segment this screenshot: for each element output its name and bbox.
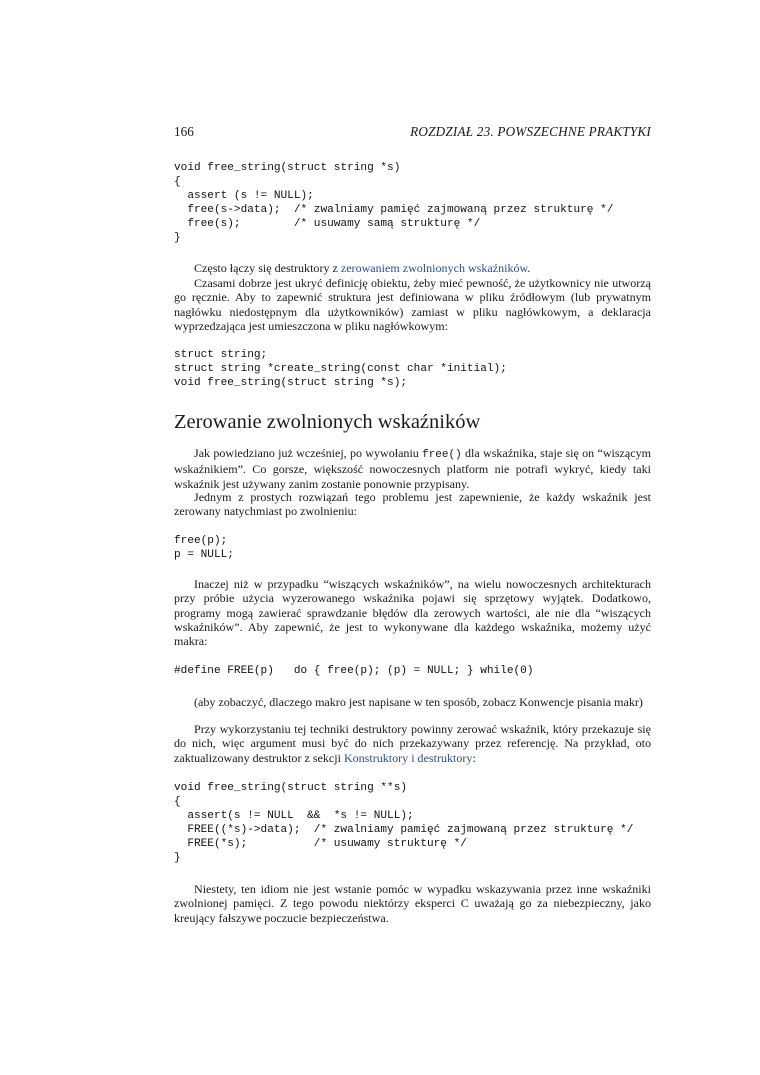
paragraph-dangling: Jak powiedziano już wcześniej, po wywołaniu free() dla wskaźnika, staje się on “wiszącym wskaźnikiem”. Co gorsze, większość nowoczesnych platform nie potrafi wykryć, kiedy taki wskaźnik jest używany zanim zostanie ponownie przypisany. <box>174 446 651 491</box>
link-konstruktory[interactable]: Konstruktory i destruktory <box>343 750 473 765</box>
code-block-forward-decl: struct string; struct string *create_string(const char *initial); void free_string(struct string *s); <box>174 349 507 389</box>
page-number: 166 <box>174 124 194 139</box>
code-block-free-p: free(p); p = NULL; <box>174 535 234 561</box>
code-block-free-string-updated: void free_string(struct string **s) { assert(s != NULL && *s != NULL); FREE((*s)->data); /* zwalniamy pamięć zajmowaną przez strukturę */ FREE(*s); /* usuwamy strukturę */ } <box>174 782 634 864</box>
code-block-free-string: void free_string(struct string *s) { assert (s != NULL); free(s->data); /* zwalniamy pamięć zajmowaną przez strukturę */ free(s); /* usuwamy samą strukturę */ } <box>174 162 614 244</box>
paragraph-architectures: Inaczej niż w przypadku “wiszących wskaźników”, na wielu nowoczesnych architekturach przy próbie użycia wyzerowanego wskaźnika pojawi się sprzętowy wyjątek. Dodatkowo, programy mogą zawierać sprawdzanie błędów dla zerowych wartości, ale nie dla “wiszących wskaźników”. Aby zapewnić, że jest to wykonywane dla każdego wskaźnika, możemy użyć makra: <box>174 577 651 649</box>
inline-code-free: free() <box>422 449 462 461</box>
link-zerowanie[interactable]: zerowaniem zwolnionych wskaźników <box>340 261 528 275</box>
section-heading: Zerowanie zwolnionych wskaźników <box>174 411 481 433</box>
paragraph-hide-definition: Czasami dobrze jest ukryć definicję obiektu, żeby mieć pewność, że użytkownicy nie utworzą go ręcznie. Aby to zapewnić struktura jest definiowana w pliku źródłowym (lub prywatnym nagłówku niedostępnym dla użytkowników) zamiast w pliku nagłówkowym, a deklaracja wyprzedzająca jest umieszczona w pliku nagłówkowym: <box>174 276 651 334</box>
paragraph-destructors: Często łączy się destruktory z zerowaniem zwolnionych wskaźników. <box>194 261 531 275</box>
paragraph-solution: Jednym z prostych rozwiązań tego problemu jest zapewnienie, że każdy wskaźnik jest zerowany natychmiast po zwolnieniu: <box>174 490 651 519</box>
running-header <box>174 124 651 142</box>
paragraph-macro-note: (aby zobaczyć, dlaczego makro jest napisane w ten sposób, zobacz Konwencje pisania makr) <box>194 695 643 709</box>
code-block-define-free: #define FREE(p) do { free(p); (p) = NULL; } while(0) <box>174 665 534 677</box>
chapter-title: ROZDZIAŁ 23. POWSZECHNE PRAKTYKI <box>410 124 651 139</box>
paragraph-technique: Przy wykorzystaniu tej techniki destruktory powinny zerować wskaźnik, który przekazuje się do nich, więc argument musi być do nich przekazywany przez referencję. Na przykład, oto zaktualizowany destruktor z sekcji Konstruktory i destruktory: <box>174 722 651 765</box>
paragraph-conclusion: Niestety, ten idiom nie jest wstanie pomóc w wypadku wskazywania przez inne wskaźniki zwolnionej pamięci. Z tego powodu niektórzy eksperci C uważają go za niebezpieczny, jako kreujący fałszywe poczucie bezpieczeństwa. <box>174 882 651 925</box>
